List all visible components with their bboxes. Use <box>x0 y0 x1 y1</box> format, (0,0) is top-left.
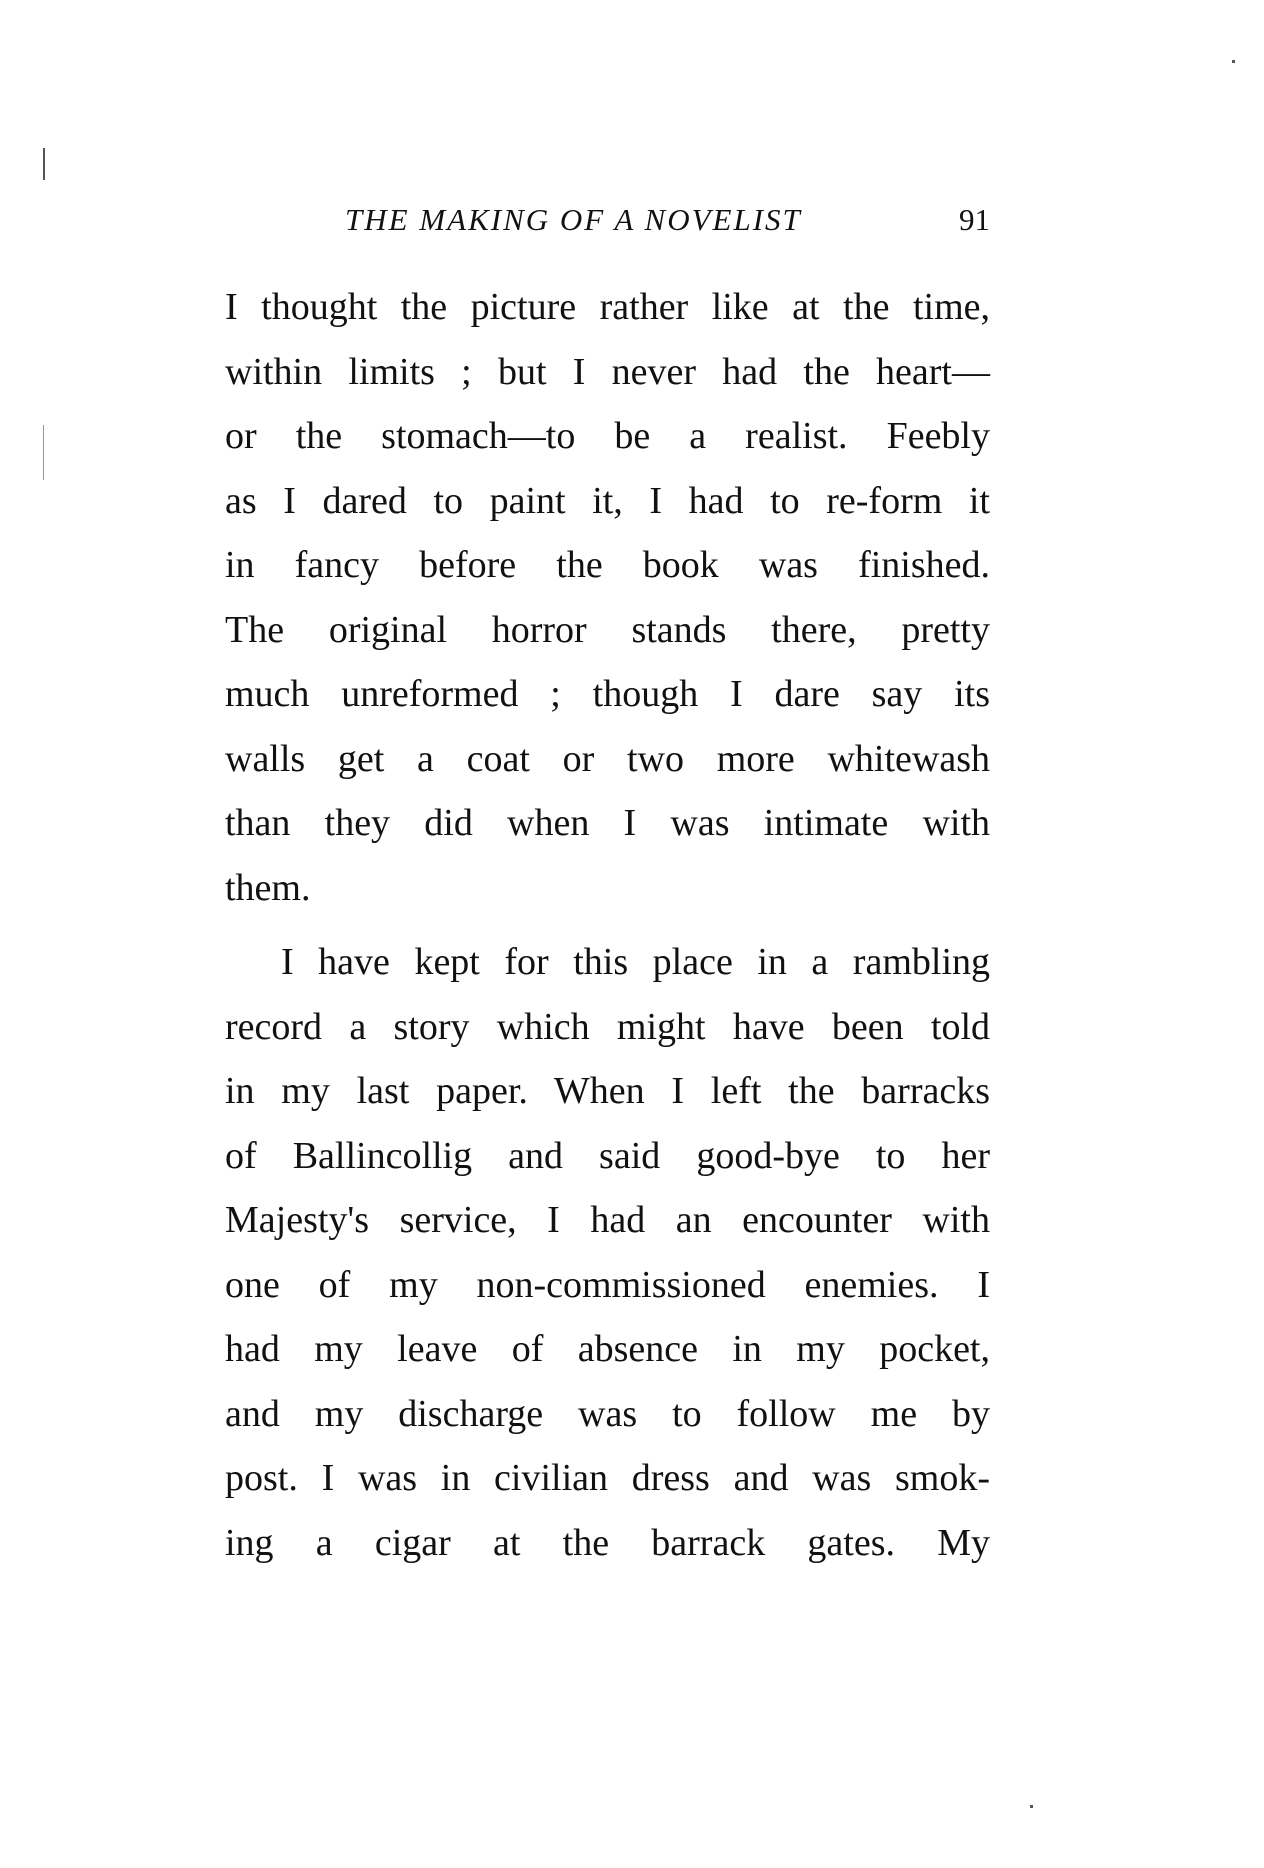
paragraph <box>225 275 990 920</box>
text-line: record a story which might have been told <box>225 1005 990 1048</box>
text-line: I have kept for this place in a rambling <box>281 941 990 983</box>
text-line: had my leave of absence in my pocket, <box>225 1328 990 1370</box>
paragraph-gap <box>225 920 990 930</box>
running-head: THE MAKING OF A NOVELIST <box>345 202 802 237</box>
text-line: them. <box>225 866 311 909</box>
scan-mark <box>1232 60 1235 63</box>
text-line: of Ballincollig and said good-bye to her <box>225 1134 990 1177</box>
text-line: I thought the picture rather like at the time, <box>225 286 990 328</box>
scan-mark <box>43 148 45 180</box>
text-line: ing a cigar at the barrack gates. My <box>225 1521 990 1564</box>
text-line: as I dared to paint it, I had to re-form it <box>225 479 990 522</box>
text-line: The original horror stands there, pretty <box>225 608 990 651</box>
text-line: Majesty's service, I had an encounter with <box>225 1199 990 1241</box>
text-line: in fancy before the book was finished. <box>225 544 990 586</box>
scan-mark <box>1030 1805 1033 1808</box>
page-number: 91 <box>959 202 990 237</box>
text-line: and my discharge was to follow me by <box>225 1392 990 1435</box>
text-line: walls get a coat or two more whitewash <box>225 737 990 780</box>
text-line: within limits ; but I never had the heart— <box>225 350 990 393</box>
text-line: or the stomach—to be a realist. Feebly <box>225 415 990 457</box>
text-line: post. I was in civilian dress and was smok- <box>225 1457 990 1499</box>
scan-mark <box>43 425 44 480</box>
text-line: much unreformed ; though I dare say its <box>225 673 990 715</box>
text-line: in my last paper. When I left the barracks <box>225 1070 990 1112</box>
paragraph <box>225 930 990 1575</box>
page-header <box>225 195 990 245</box>
body-text <box>225 275 990 1575</box>
text-line: one of my non-commissioned enemies. I <box>225 1263 990 1306</box>
text-line: than they did when I was intimate with <box>225 802 990 844</box>
